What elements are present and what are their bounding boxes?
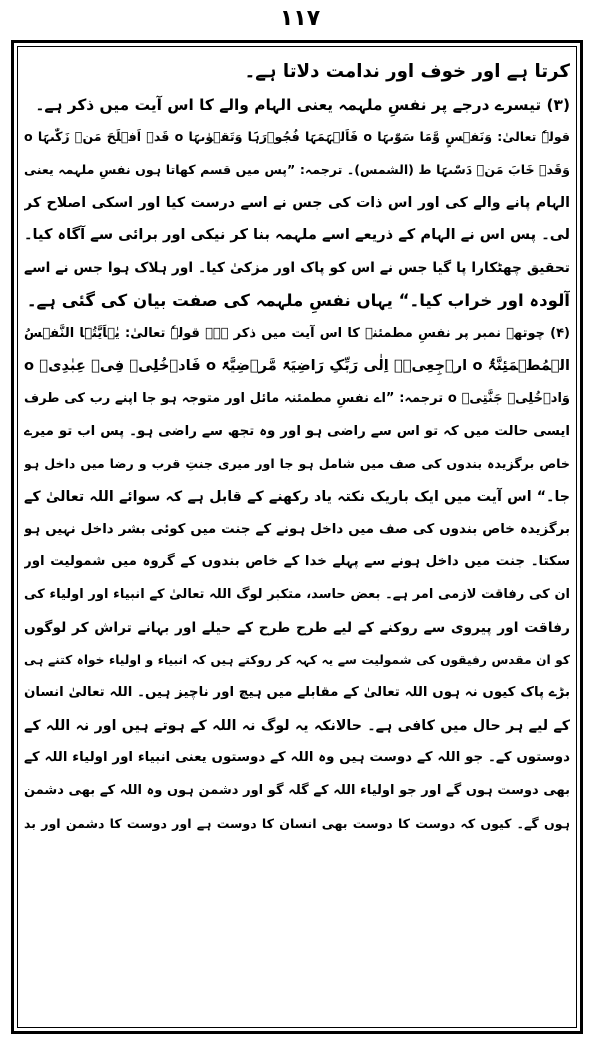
text-line: سکتا۔ جنت میں داخل ہونے سے پہلے خدا کے خاص بندوں کے گروہ میں شمولیت اور (24, 554, 570, 570)
text-line: کے لیے ہر حال میں کافی ہے۔ حالانکہ یہ لوگ نہ اللہ کے ہوتے ہیں اور نہ اللہ کے (24, 717, 570, 734)
text-line: کو ان مقدس رفیقوں کی شمولیت سے یہ کہہ کر روکتے ہیں کہ انبیاء و اولیاء خواہ کتنے ہی (24, 653, 570, 668)
body-text (24, 56, 570, 841)
text-line: بڑے پاک کیوں نہ ہوں اللہ تعالیٰ کے مقابلے میں ہیچ اور ناچیز ہیں۔ اللہ تعالیٰ انسان (24, 685, 570, 701)
text-line: لی۔ پس اس نے الہام کے ذریعے اسے ملہمہ بنا کر نیکی اور برائی سے آگاہ کیا۔ (24, 226, 570, 244)
text-line: آلودہ اور خراب کیا۔“ یہاں نفسِ ملہمہ کی صفت بیان کی گئی ہے۔ (26, 290, 570, 310)
text-line: جا۔“ اس آیت میں ایک باریک نکتہ یاد رکھنے کے قابل ہے کہ سوائے اللہ تعالیٰ کے (24, 488, 570, 505)
text-line: خاص برگزیدہ بندوں کی صف میں شامل ہو جا اور میری جنتِ قرب و رضا میں داخل ہو (24, 456, 570, 472)
text-line: ان کی رفاقت لازمی امر ہے۔ بعض حاسد، متکبر لوگ اللہ تعالیٰ کے انبیاء اور اولیاء کی (24, 587, 570, 602)
text-line: تحقیق چھٹکارا پا گیا جس نے اس کو پاک اور مزکیٰ کیا۔ اور ہلاک ہوا جس نے اسے (24, 260, 570, 277)
text-line: الۡمُطۡمَئِنَّۃُ o ارۡجِعِیۡۤ اِلٰی رَبِّکِ رَاضِیَۃً مَّرۡضِیَّۃً o فَادۡخُلِیۡ فِیۡ عِبٰدِیۡ o (24, 357, 570, 375)
text-line: وَادۡخُلِیۡ جَنَّتِیۡ o ترجمہ: ”اے نفسِ مطمئنہ مائل اور متوجہ ہو جا اپنے رب کی طرف (24, 390, 570, 406)
text-line: الہام پانے والے کی اور اس ذات کی جس نے اسے درست کیا اور اسکی اصلاح کر (24, 194, 570, 211)
text-line: ایسی حالت میں کہ تو اس سے راضی ہو اور وہ تجھ سے راضی ہو۔ پس اب تو میرے (24, 423, 570, 439)
text-line: بھی دوست ہوں گے اور جو اولیاء اللہ کے گلہ گو اور دشمن ہوں وہ اللہ کے بھی دشمن (24, 783, 570, 799)
text-line: (۴) چوتھے نمبر پر نفسِ مطمئنہ کا اس آیت میں ذکر ہے۔ قولہٗ تعالیٰ: یٰۤاَیَّتُہَا النَّفۡسُ (24, 325, 570, 341)
text-line: رفاقت اور پیروی سے روکنے کے لیے طرح طرح کے حیلے اور بہانے تراش کر لوگوں (24, 619, 570, 636)
text-line: برگزیدہ خاص بندوں کی صف میں داخل ہونے کے جنت میں کوئی بشر داخل نہیں ہو (24, 521, 570, 537)
text-line: (۳) تیسرے درجے پر نفسِ ملہمہ یعنی الہام والے کا اس آیت میں ذکر ہے۔ (35, 95, 570, 114)
text-line: دوستوں کے۔ جو اللہ کے دوست ہیں وہ اللہ کے دوستوں یعنی انبیاء اور اولیاء اللہ کے (24, 750, 570, 766)
text-line: قولہٗ تعالیٰ: وَنَفۡسٍ وَّمَا سَوّٰىہَا o فَاَلۡہَمَہَا فُجُوۡرَہَا وَتَقۡوٰىہَا o قَدۡ اَفۡلَحَ مَنۡ زَکّٰىہَا o (24, 129, 570, 145)
text-line: وَقَدۡ خَابَ مَنۡ دَسّٰىہَا ط (الشمس)۔ ترجمہ: ”پس میں قسم کھاتا ہوں نفسِ ملہمہ یعنی (24, 162, 570, 178)
text-line: ہوں گے۔ کیوں کہ دوست کا دوست بھی انسان کا دوست ہے اور دوست کا دشمن اور بد (24, 815, 570, 831)
text-line: کرتا ہے اور خوف اور ندامت دلاتا ہے۔ (244, 61, 570, 82)
page-number: ۱۱۷ (279, 6, 321, 31)
